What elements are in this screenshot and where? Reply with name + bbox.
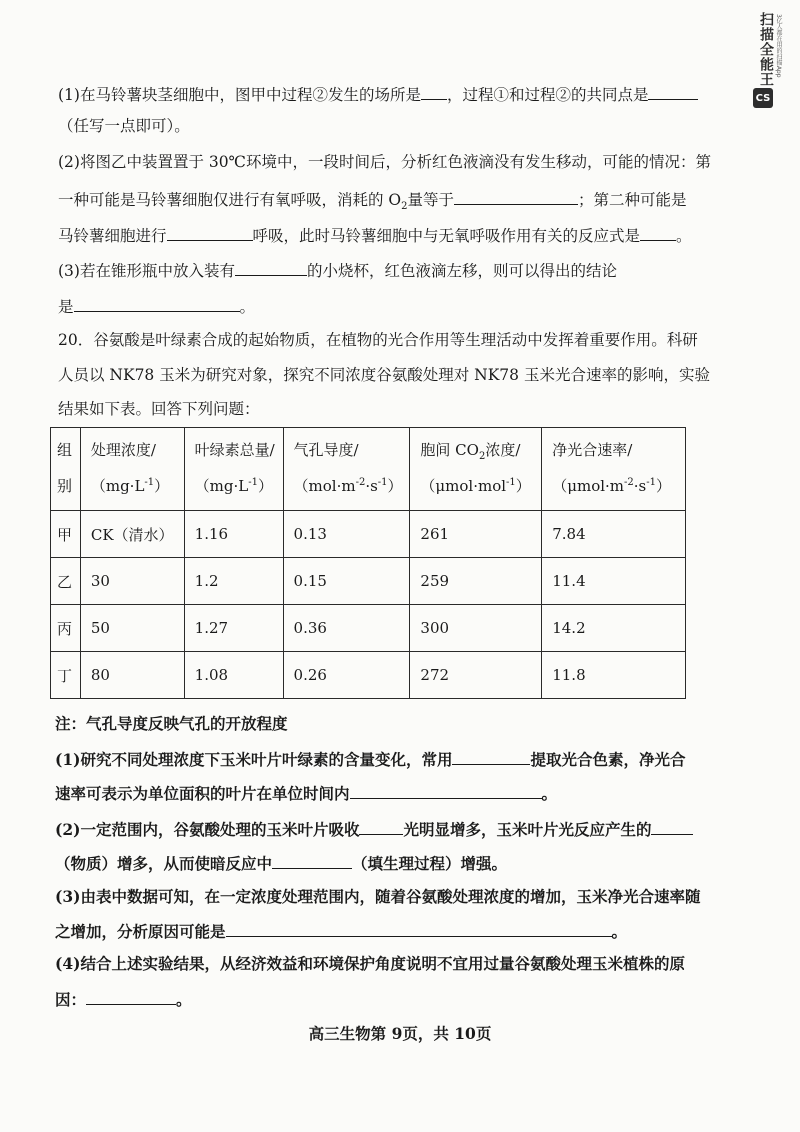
answer-blank[interactable] — [651, 817, 693, 835]
header-net-photosynthesis: 净光合速率/ $(\mu mol\cdot m^{-2}\cdot s^{-1})$ — [542, 428, 686, 511]
q19-part1-line2: （任写一点即可）。 — [58, 117, 190, 135]
header-intercellular-co2: 胞间 $CO_2$浓度/ （μmol·mol$^{-1}$） — [410, 428, 542, 511]
q20-intro-line1: 20．谷氨酸是叶绿素合成的起始物质，在植物的光合作用等生理活动中发挥着重要作用。科研 — [58, 331, 698, 349]
cell-concentration: CK（清水） — [80, 511, 184, 558]
cell-group: 丙 — [51, 605, 81, 652]
cell-concentration: 50 — [80, 605, 184, 652]
q20-sub3-line1: (3)由表中数据可知，在一定浓度处理范围内，随着谷氨酸处理浓度的增加，玉米净光合速率随 — [55, 887, 701, 906]
q20-sub1-line1: (1)研究不同处理浓度下玉米叶片叶绿素的含量变化，常用 提取光合色素，净光合 — [55, 747, 685, 771]
answer-blank[interactable] — [421, 82, 447, 100]
answer-blank[interactable] — [167, 223, 253, 241]
table-row — [51, 652, 686, 699]
q19-part3-line1: (3)若在锥形瓶中放入装有 的小烧杯，红色液滴左移，则可以得出的结论 — [58, 258, 617, 282]
table-header-row — [51, 428, 686, 511]
scanner-logo-icon: CS — [753, 88, 773, 108]
q19-part1-line1: (1)在马铃薯块茎细胞中，图甲中过程②发生的场所是 ，过程①和过程②的共同点是 — [58, 82, 698, 106]
cell-concentration: 80 — [80, 652, 184, 699]
answer-blank[interactable] — [272, 851, 352, 869]
results-table — [50, 427, 686, 699]
cell-stomatal-conductance: 0.36 — [283, 605, 410, 652]
scanner-app-name: 扫描全能王 — [758, 12, 774, 87]
cell-chlorophyll: 1.16 — [184, 511, 283, 558]
cell-chlorophyll: 1.27 — [184, 605, 283, 652]
answer-blank[interactable] — [74, 294, 240, 312]
q19-part2-line3: 马铃薯细胞进行 呼吸，此时马铃薯细胞中与无氧呼吸作用有关的反应式是 。 — [58, 223, 692, 247]
q20-sub4-line2: 因： 。 — [55, 987, 192, 1011]
answer-blank[interactable] — [226, 919, 612, 937]
scanner-app-tagline: 3亿人都在用的扫描App — [775, 14, 782, 78]
table-row — [51, 558, 686, 605]
cell-intercellular-co2: 272 — [410, 652, 542, 699]
header-group: 组 别 — [51, 428, 81, 511]
answer-blank[interactable] — [86, 987, 176, 1005]
answer-blank[interactable] — [640, 223, 676, 241]
header-chlorophyll: 叶绿素总量/ $(mg\cdot L^{-1})$ — [184, 428, 283, 511]
cell-concentration: 30 — [80, 558, 184, 605]
cell-net-photosynthesis: 7.84 — [542, 511, 686, 558]
q20-sub3-line2: 之增加，分析原因可能是 。 — [55, 919, 627, 943]
table-note: 注：气孔导度反映气孔的开放程度 — [55, 714, 288, 733]
table-row — [51, 511, 686, 558]
cell-group: 乙 — [51, 558, 81, 605]
cell-intercellular-co2: 259 — [410, 558, 542, 605]
q19-part2-line2: 一种可能是马铃薯细胞仅进行有氧呼吸，消耗的 $O_2$量等于 ；第二种可能是 — [58, 187, 687, 211]
q20-sub2-line1: (2)一定范围内，谷氨酸处理的玉米叶片吸收 光明显增多，玉米叶片光反应产生的 — [55, 817, 693, 841]
cell-group: 丁 — [51, 652, 81, 699]
cell-net-photosynthesis: 14.2 — [542, 605, 686, 652]
q20-intro-line3: 结果如下表。回答下列问题： — [58, 400, 260, 418]
page-footer: 高三生物第 9页，共 10页 — [308, 1024, 492, 1043]
cell-stomatal-conductance: 0.26 — [283, 652, 410, 699]
cell-net-photosynthesis: 11.8 — [542, 652, 686, 699]
answer-blank[interactable] — [235, 258, 307, 276]
answer-blank[interactable] — [454, 187, 578, 205]
q20-sub1-line2: 速率可表示为单位面积的叶片在单位时间内 。 — [55, 781, 557, 805]
cell-group: 甲 — [51, 511, 81, 558]
table-row — [51, 605, 686, 652]
answer-blank[interactable] — [452, 747, 530, 765]
answer-blank[interactable] — [359, 817, 403, 835]
q20-sub2-line2: （物质）增多，从而使暗反应中 （填生理过程）增强。 — [55, 851, 507, 875]
cell-intercellular-co2: 261 — [410, 511, 542, 558]
answer-blank[interactable] — [350, 781, 542, 799]
cell-net-photosynthesis: 11.4 — [542, 558, 686, 605]
cell-intercellular-co2: 300 — [410, 605, 542, 652]
cell-chlorophyll: 1.2 — [184, 558, 283, 605]
cell-chlorophyll: 1.08 — [184, 652, 283, 699]
cell-stomatal-conductance: 0.13 — [283, 511, 410, 558]
q20-intro-line2: 人员以 NK78 玉米为研究对象，探究不同浓度谷氨酸处理对 NK78 玉米光合速率的影响，实验 — [58, 366, 710, 384]
cell-stomatal-conductance: 0.15 — [283, 558, 410, 605]
answer-blank[interactable] — [648, 82, 698, 100]
q19-part2-line1: (2)将图乙中装置置于 30℃环境中，一段时间后，分析红色液滴没有发生移动，可能的情况：第 — [58, 153, 711, 171]
q19-part3-line2: 是 。 — [58, 294, 255, 318]
header-concentration: 处理浓度/ $(mg\cdot L^{-1})$ — [80, 428, 184, 511]
header-stomatal-conductance: 气孔导度/ $(mol\cdot m^{-2}\cdot s^{-1})$ — [283, 428, 410, 511]
q20-sub4-line1: (4)结合上述实验结果，从经济效益和环境保护角度说明不宜用过量谷氨酸处理玉米植株的原 — [55, 954, 685, 973]
